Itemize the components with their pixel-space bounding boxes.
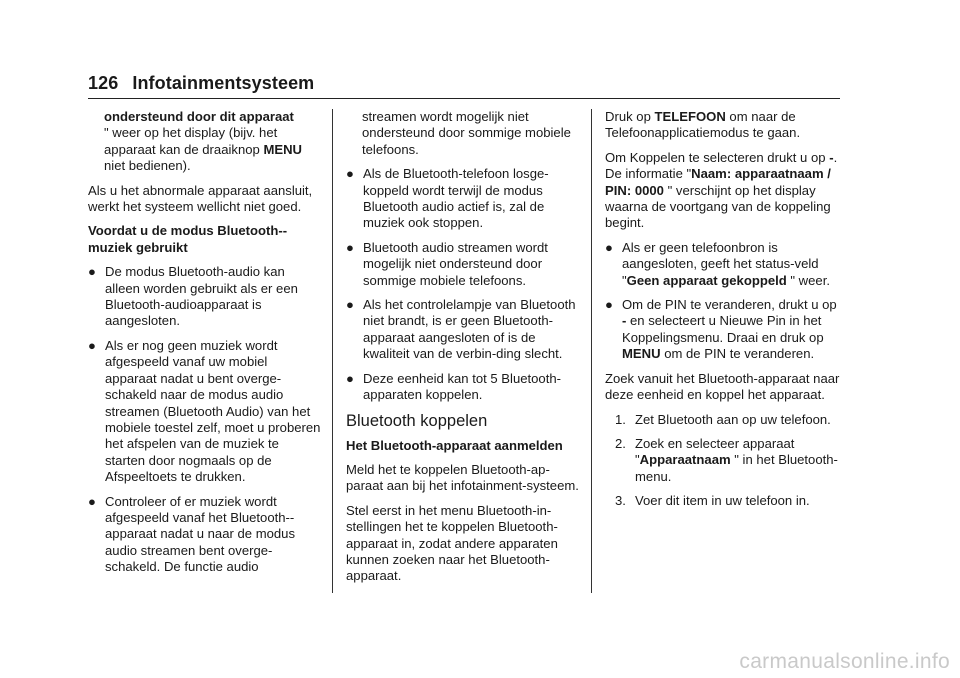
paragraph-abnormal-device: Als u het abnormale apparaat aansluit, werkt het systeem wellicht niet goed.: [88, 182, 313, 215]
page-number: 126: [88, 73, 119, 93]
bullet-icon: ●: [605, 297, 613, 313]
watermark: carmanualsonline.info: [739, 650, 950, 673]
bullet-icon: ●: [346, 239, 354, 255]
paragraph-search-device: Zoek vanuit het Bluetooth-apparaat naar deze eenheid en koppel het apparaat.: [605, 370, 840, 403]
bullet-icon: ●: [88, 493, 96, 509]
bullet-item: ● Als de Bluetooth-telefoon losge-koppeld wordt terwijl de modus Bluetooth audio actief is, zal de muziek ook stoppen.: [346, 166, 549, 231]
paragraph-register: Meld het te koppelen Bluetooth-ap-paraat aan bij het infotainment-systeem.: [346, 461, 579, 494]
bullet-icon: ●: [346, 297, 354, 313]
step-number: 3.: [615, 493, 626, 509]
step-item: 1. Zet Bluetooth aan op uw telefoon.: [615, 411, 831, 427]
bullet-icon: ●: [346, 166, 354, 182]
subheading-register-device: Het Bluetooth-apparaat aanmelden: [346, 437, 563, 453]
bullet-item: ● Om de PIN te veranderen, drukt u op - en selecteert u Nieuwe Pin in het Koppelingsmenu. Draai en druk op MENU om de PIN te veranderen.: [605, 297, 837, 362]
bullet-icon: ●: [605, 239, 613, 255]
step-number: 2.: [615, 435, 626, 451]
section-title: Infotainmentsysteem: [132, 73, 315, 93]
header-rule: [88, 98, 840, 99]
bullet-item: ● De modus Bluetooth-audio kan alleen worden gebruikt als er een Bluetooth-audioapparaat is aangesloten.: [88, 264, 298, 329]
paragraph-first-settings: Stel eerst in het menu Bluetooth-in-stellingen het te koppelen Bluetooth-apparaat in, zodat andere apparaten kunnen zoeken naar het Bluetooth-apparaat.: [346, 502, 558, 584]
bullet-item: ● Deze eenheid kan tot 5 Bluetooth-apparaten koppelen.: [346, 370, 561, 403]
continued-bullet-text: ondersteund door dit apparaat " weer op het display (bijv. het apparaat kan de draaiknop MENU niet bedienen).: [104, 109, 302, 174]
column-divider-right: [591, 109, 592, 593]
bullet-icon: ●: [346, 370, 354, 386]
section-heading-bluetooth-pairing: Bluetooth koppelen: [346, 411, 488, 430]
paragraph-press-telefoon: Druk op TELEFOON om naar de Telefoonapplicatiemodus te gaan.: [605, 109, 801, 141]
bullet-icon: ●: [88, 264, 96, 280]
column-1: [88, 109, 322, 584]
bullet-icon: ●: [88, 337, 96, 353]
heading-before-bluetooth-music: Voordat u de modus Bluetooth--muziek gebruikt: [88, 223, 288, 255]
paragraph-select-pairing: Om Koppelen te selecteren drukt u op -. De informatie "Naam: apparaatnaam / PIN: 0000 " verschijnt op het display waarna de voortgang van de koppeling begint.: [605, 149, 838, 231]
column-3: [605, 109, 841, 518]
step-item: 3. Voer dit item in uw telefoon in.: [615, 493, 810, 509]
continued-bullet-text: streamen wordt mogelijk niet ondersteund door sommige mobiele telefoons.: [362, 109, 571, 157]
column-divider-left: [332, 109, 333, 593]
bullet-item: ● Controleer of er muziek wordt afgespeeld vanaf het Bluetooth--apparaat nadat u naar de modus audio streamen bent overge-schakeld. De functie audio: [88, 493, 296, 575]
bullet-item: ● Als er geen telefoonbron is aangesloten, geeft het status-veld "Geen apparaat gekoppeld " weer.: [605, 239, 830, 288]
step-item: 2. Zoek en selecteer apparaat "Apparaatnaam " in het Bluetooth-menu.: [615, 435, 838, 484]
step-number: 1.: [615, 411, 626, 427]
bullet-item: ● Als het controlelampje van Bluetooth niet brandt, is er geen Bluetooth-apparaat aangesloten of is de kwaliteit van de verbin-ding slecht.: [346, 297, 576, 362]
page-header: [88, 73, 314, 94]
bullet-item: ● Als er nog geen muziek wordt afgespeeld vanaf uw mobiel apparaat nadat u bent overge-schakeld naar de modus audio streamen (Bluetooth Audio) van het mobiele toestel zelf, moet u proberen het afspelen van de muziek te starten door nogmaals op de Afspeeltoets te drukken.: [88, 337, 321, 485]
bullet-item: ● Bluetooth audio streamen wordt mogelijk niet ondersteund door sommige mobiele telefoons.: [346, 239, 548, 288]
column-2: [346, 109, 582, 593]
